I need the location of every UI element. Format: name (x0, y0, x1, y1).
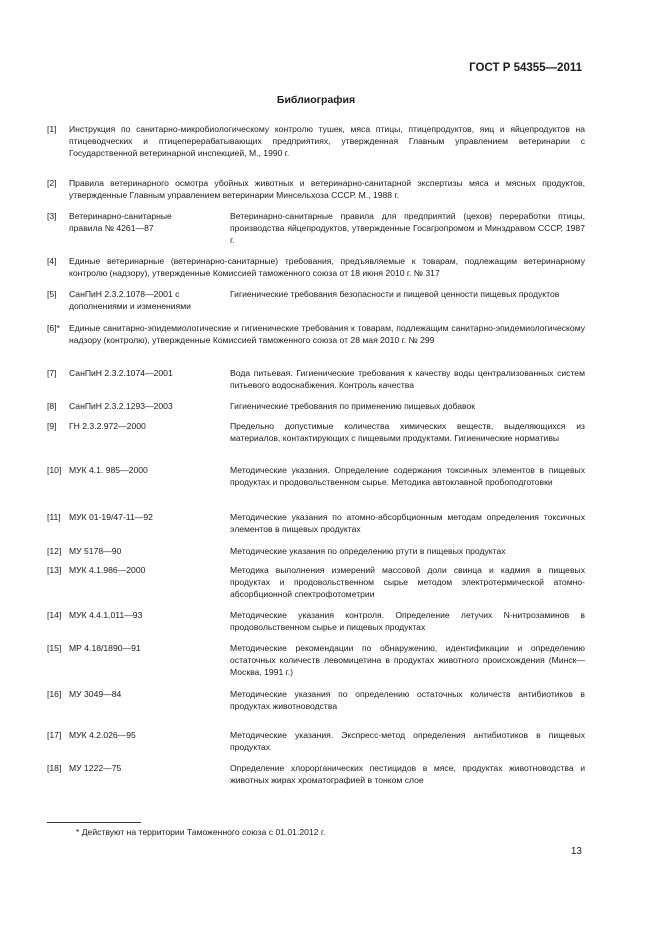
entry-description: Ветеринарно-санитарные правила для предприятий (цехов) переработки птицы, производства яйцепродуктов, утвержденные Госагропромом и Минздравом СССР, 1987 г. (230, 211, 585, 246)
entry-code: МУ 1222—75 (69, 763, 122, 773)
entry-description: Методические указания по определению остаточных количеств антибиотиков в продуктах животноводства (230, 689, 585, 712)
page-title: Библиография (276, 94, 356, 106)
entry-description: Методические указания. Экспресс-метод определения антибиотиков в пищевых продуктах (230, 730, 585, 753)
entry-description: Гигиенические требования по применению пищевых добавок (230, 401, 476, 411)
entry-code: Ветеринарно-санитарные правила № 4261—87 (69, 211, 172, 234)
entry-number: [1] (47, 124, 57, 134)
entry-code: СанПиН 2.3.2.1293—2003 (69, 401, 173, 411)
entry-code: СанПиН 2.3.2.1078—2001 с дополнениями и изменениями (69, 289, 191, 312)
entry-text: Единые ветеринарные (ветеринарно-санитарные) требования, предъявляемые к товарам, подлежащим ветеринарному контролю (надзору), утвержденные Комиссией таможенного союза от 18 июня 2010 г. № 317 (69, 256, 585, 279)
entry-code: МУ 3049—84 (69, 689, 122, 699)
bibliography-entry (47, 642, 585, 679)
bibliography-entry (47, 729, 585, 753)
bibliography-entry (47, 177, 585, 201)
entry-description: Вода питьевая. Гигиенические требования к качеству воды централизованных систем питьевого водоснабжения. Контроль качества (230, 368, 585, 391)
entry-number: [9] (47, 421, 57, 431)
entry-description: Методические рекомендации по обнаружению, идентификации и определению остаточных количеств левомицетина в продуктах животного происхождения (Минск—Москва, 1991 г.) (230, 643, 585, 678)
bibliography-entry (47, 762, 585, 786)
bibliography-entry (47, 288, 585, 312)
bibliography-entry (47, 564, 585, 601)
page-number: 13 (570, 846, 582, 857)
standard-header: ГОСТ Р 54355—2011 (469, 62, 582, 74)
bibliography-entry (47, 688, 585, 712)
bibliography-entry (47, 400, 585, 412)
bibliography-entry (47, 511, 585, 535)
entry-number: [6]* (47, 323, 60, 333)
entry-description: Методические указания по атомно-абсорбционным методам определения токсичных элементов в пищевых продуктах (230, 512, 585, 535)
entry-description: Определение хлорорганических пестицидов в мясе, продуктах животноводства и животных жирах хроматографией в тонком слое (230, 763, 585, 786)
entry-number: [13] (47, 565, 62, 575)
entry-number: [8] (47, 401, 57, 411)
bibliography-entry (47, 367, 585, 391)
entry-number: [11] (47, 512, 61, 522)
entry-code: МУК 4.1.986—2000 (69, 565, 146, 575)
bibliography-entry (47, 545, 585, 557)
footnote-divider (47, 822, 141, 823)
bibliography-entry (47, 609, 585, 633)
entry-number: [7] (47, 368, 57, 378)
bibliography-entry (47, 420, 585, 444)
entry-code: МУК 01-19/47-11—92 (69, 512, 153, 522)
entry-description: Методические указания по определению ртути в пищевых продуктах (230, 546, 506, 556)
entry-code: МР 4.18/1890—91 (69, 643, 141, 653)
entry-description: Методические указания. Определение содержания токсичных элементов в пищевых продуктах и продовольственном сырье. Методика автоклавной пробоподготовки (230, 465, 585, 488)
entry-number: [3] (47, 211, 57, 221)
entry-description: Гигиенические требования безопасности и пищевой ценности пищевых продуктов (230, 289, 560, 299)
entry-code: МУК 4.4.1.011—93 (69, 610, 143, 620)
entry-code: СанПиН 2.3.2.1074—2001 (69, 368, 173, 378)
entry-number: [5] (47, 289, 57, 299)
entry-number: [12] (47, 546, 62, 556)
entry-number: [16] (47, 689, 62, 699)
bibliography-entry (47, 123, 585, 160)
entry-code: ГН 2.3.2.972—2000 (69, 421, 146, 431)
bibliography-entry (47, 322, 585, 346)
entry-number: [15] (47, 643, 62, 653)
footnote: * Действуют на территории Таможенного союза с 01.01.2012 г. (76, 827, 326, 837)
entry-code: МУК 4.1. 985—2000 (69, 465, 148, 475)
entry-number: [10] (47, 465, 62, 475)
entry-number: [14] (47, 610, 62, 620)
entry-description: Методика выполнения измерений массовой доли свинца и кадмия в пищевых продуктах и продовольственном сырье методом электротермической атомно-абсорбционной спектрофотометрии (230, 565, 585, 600)
entry-code: МУК 4.2.026—95 (69, 730, 136, 740)
entry-number: [2] (47, 178, 57, 188)
bibliography-entry (47, 464, 585, 488)
bibliography-entry (47, 255, 585, 279)
entry-description: Методические указания контроля. Определение летучих N-нитрозаминов в продовольственном сырье и пищевых продуктах (230, 610, 585, 633)
entry-text: Инструкция по санитарно-микробиологическому контролю тушек, мяса птицы, птицепродуктов, яиц и яйцепродуктов на птицеводческих и птицеперерабатывающих предприятиях, утвержденная Главным управлением ветеринарии с Государственной ветеринарной инспекцией, М., 1990 г. (69, 124, 585, 159)
entry-code: МУ 5178—90 (69, 546, 122, 556)
entry-number: [4] (47, 256, 57, 266)
entry-number: [18] (47, 763, 62, 773)
entry-text: Правила ветеринарного осмотра убойных животных и ветеринарно-санитарной экспертизы мяса и мясных продуктов, утвержденные Главным управлением ветеринарии Минсельхоза СССР. М., 1988 г. (69, 178, 585, 201)
entry-description: Предельно допустимые количества химических веществ, выделяющихся из материалов, контактирующих с пищевыми продуктами. Гигиенические нормативы (230, 421, 585, 444)
entry-text: Единые санитарно-эпидемиологические и гигиенические требования к товарам, подлежащим санитарно-эпидемиологическому надзору (контролю), утвержденные Комиссией таможенного союза от 28 мая 2010 г. № 299 (69, 323, 585, 346)
entry-number: [17] (47, 730, 62, 740)
bibliography-entry (47, 210, 585, 247)
